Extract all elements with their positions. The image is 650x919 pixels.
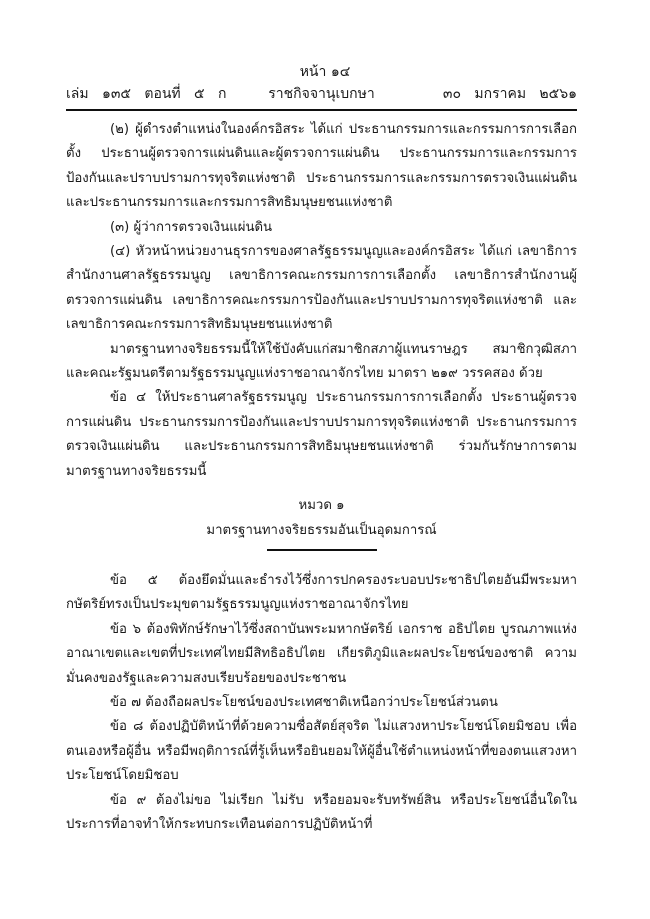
paragraph-item-3: (๓) ผู้ว่าการตรวจเงินแผ่นดิน	[110, 219, 273, 235]
publication-title: ราชกิจจานุเบกษา	[268, 86, 375, 102]
paragraph-item-2: (๒) ผู้ดำรงตำแหน่งในองค์กรอิสระ ได้แก่ ประธานกรรมการและกรรมการการเลือกตั้ง ประธานผู้ตรวจการแผ่นดินและผู้ตรวจการแผ่นดิน ประธานกรรมการและกรรมการป้องกันและปราบปรามการทุจริตแห่งชาติ ประธานกรรมการและกรรมการตรวจเงินแผ่นดิน และประธานกรรมการและกรรมการสิทธิมนุษยชนแห่งชาติ	[66, 122, 577, 211]
paragraph-applicability: มาตรฐานทางจริยธรรมนี้ให้ใช้บังคับแก่สมาชิกสภาผู้แทนราษฎร สมาชิกวุฒิสภา และคณะรัฐมนตรีตามรัฐธรรมนูญแห่งราชอาณาจักรไทย มาตรา ๒๑๙ วรรคสอง ด้วย	[66, 341, 577, 382]
paragraph-clause-8: ข้อ ๘ ต้องปฏิบัติหน้าที่ด้วยความซื่อสัตย์สุจริต ไม่แสวงหาประโยชน์โดยมิชอบ เพื่อตนเองหรือผู้อื่น หรือมีพฤติการณ์ที่รู้เห็นหรือยินยอมให้ผู้อื่นใช้ตำแหน่งหน้าที่ของตนแสวงหาประโยชน์โดยมิชอบ	[66, 719, 577, 784]
volume-issue: เล่ม ๑๓๕ ตอนที่ ๕ ก	[66, 86, 227, 102]
document-body	[66, 118, 577, 837]
paragraph-item-4: (๔) หัวหน้าหน่วยงานธุรการของศาลรัฐธรรมนูญและองค์กรอิสระ ได้แก่ เลขาธิการสำนักงานศาลรัฐธรรมนูญ เลขาธิการคณะกรรมการการเลือกตั้ง เลขาธิการสำนักงานผู้ตรวจการแผ่นดิน เลขาธิการคณะกรรมการป้องกันและปราบปรามการทุจริตแห่งชาติ และเลขาธิการคณะกรรมการสิทธิมนุษยชนแห่งชาติ	[66, 244, 577, 333]
paragraph-clause-7: ข้อ ๗ ต้องถือผลประโยชน์ของประเทศชาติเหนือกว่าประโยชน์ส่วนตน	[110, 694, 498, 710]
paragraph-clause-9: ข้อ ๙ ต้องไม่ขอ ไม่เรียก ไม่รับ หรือยอมจะรับทรัพย์สิน หรือประโยชน์อื่นใดในประการที่อาจทำให้กระทบกระเทือนต่อการปฏิบัติหน้าที่	[66, 792, 577, 832]
paragraph-clause-4: ข้อ ๔ ให้ประธานศาลรัฐธรรมนูญ ประธานกรรมการการเลือกตั้ง ประธานผู้ตรวจการแผ่นดิน ประธานกรรมการป้องกันและปราบปรามการทุจริตแห่งชาติ ประธานกรรมการตรวจเงินแผ่นดิน และประธานกรรมการสิทธิมนุษยชนแห่งชาติ ร่วมกันรักษาการตามมาตรฐานทางจริยธรรมนี้	[66, 390, 577, 479]
paragraph-clause-5: ข้อ ๕ ต้องยึดมั่นและธำรงไว้ซึ่งการปกครองระบอบประชาธิปไตยอันมีพระมหากษัตริย์ทรงเป็นประมุขตามรัฐธรรมนูญแห่งราชอาณาจักรไทย	[66, 572, 577, 613]
paragraph-clause-6: ข้อ ๖ ต้องพิทักษ์รักษาไว้ซึ่งสถาบันพระมหากษัตริย์ เอกราช อธิปไตย บูรณภาพแห่งอาณาเขตและเขตที่ประเทศไทยมีสิทธิอธิปไตย เกียรติภูมิและผลประโยชน์ของชาติ ความมั่นคงของรัฐและความสงบเรียบร้อยของประชาชน	[66, 621, 577, 686]
publication-date: ๓๐ มกราคม ๒๕๖๑	[442, 86, 577, 102]
header-divider	[66, 109, 577, 111]
section-title: มาตรฐานทางจริยธรรมอันเป็นอุดมการณ์	[206, 522, 437, 538]
page-number: หน้า ๑๔	[299, 64, 351, 80]
page-header	[66, 84, 577, 104]
section-divider	[267, 549, 377, 551]
section-label: หมวด ๑	[298, 498, 345, 514]
